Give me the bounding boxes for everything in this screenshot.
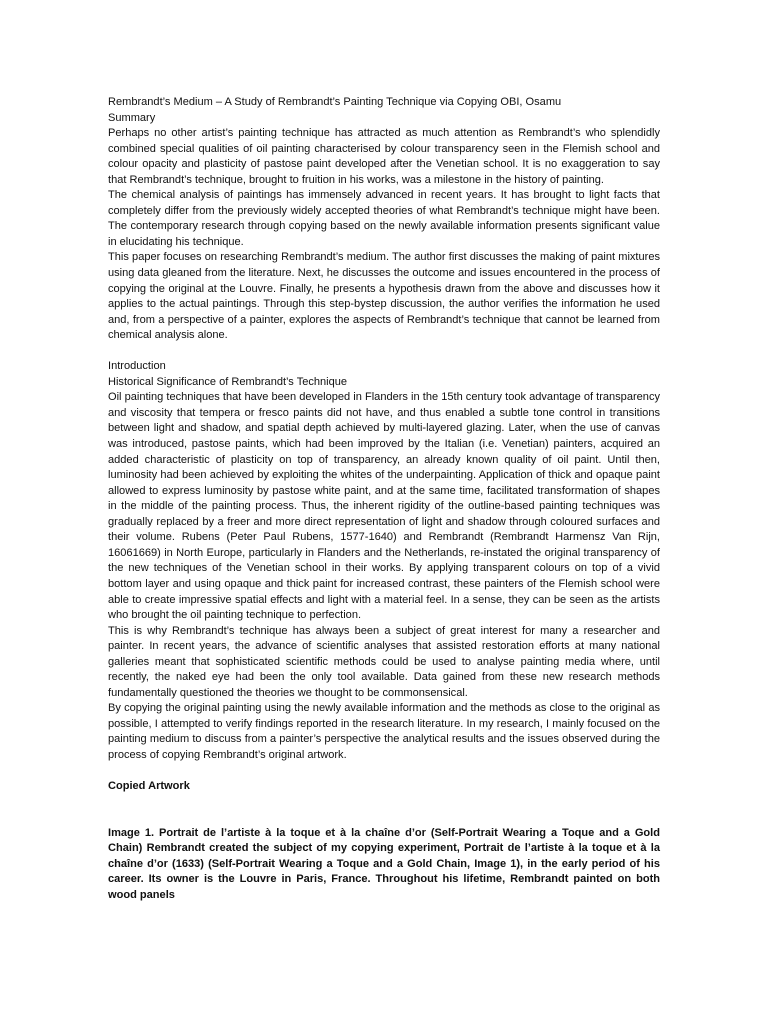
historical-significance-heading: Historical Significance of Rembrandt’s Technique	[108, 375, 348, 388]
summary-paragraph-3: This paper focuses on researching Rembrandt’s medium. The author first discusses the making of paint mixtures using data gleaned from the literature. Next, he discusses the outcome and issues encountered in the process of copying the original at the Louvre. Finally, he presents a hypothesis drawn from the above and discusses how it applies to the actual paintings. Through this step-bystep discussion, the author verifies the information he used and, from a perspective of a painter, explores the aspects of Rembrandt’s technique that cannot be learned from chemical analysis alone.	[108, 251, 660, 342]
document-page	[108, 95, 660, 903]
intro-paragraph-2: This is why Rembrandt’s technique has always been a subject of great interest for many a researcher and painter. In recent years, the advance of scientific analyses that assisted restoration efforts at many national galleries meant that sophisticated scientific methods could be used to analyse painting media where, until recently, the naked eye had been the only tool available. Data gained from these new research methods fundamentally questioned the theories we thought to be commonsensical.	[108, 624, 660, 699]
intro-paragraph-1: Oil painting techniques that have been developed in Flanders in the 15th century took advantage of transparency and viscosity that tempera or fresco paints did not have, and thus enabled a subtle tone control in transitions between light and shadow, and spatial depth achieved by multi-layered glazing. Later, when the use of canvas was introduced, pastose paints, which had been improved by the Italian (i.e. Venetian) painters, acquired an added characteristic of plasticity on top of transparency, an already known quality of oil paint. Until then, luminosity had been achieved by exploiting the whites of the underpainting. Application of thick and opaque paint allowed to express luminosity by pastose white paint, and at the same time, facilitated transformation of shapes in the middle of the painting process. Thus, the inherent rigidity of the outline-based painting techniques was gradually replaced by a freer and more direct representation of light and shadow through coloured surfaces and their volume. Rubens (Peter Paul Rubens, 1577-1640) and Rembrandt (Rembrandt Harmensz Van Rijn, 16061669) in North Europe, particularly in Flanders and the Netherlands, re-instated the original transparency of the new techniques of the Venetian school in their works. By applying transparent colours on top of a vivid bottom layer and using opaque and thick paint for increased contrast, these painters of the Flemish school were able to create impressive spatial effects and light with a material feel. In a sense, they can be seen as the artists who brought the oil painting technique to perfection.	[108, 391, 660, 622]
section-spacer	[108, 344, 660, 360]
section-spacer	[108, 795, 660, 826]
image-caption-paragraph: Image 1. Portrait de l’artiste à la toque et à la chaîne d’or (Self-Portrait Wearing a Toque and a Gold Chain) Rembrandt created the subject of my copying experiment, Portrait de l’artiste à la toque et à la chaîne d’or (1633) (Self-Portrait Wearing a Toque and a Gold Chain, Image 1), in the early period of his career. Its owner is the Louvre in Paris, France. Throughout his lifetime, Rembrandt painted on both wood panels	[108, 826, 660, 901]
copied-artwork-heading: Copied Artwork	[108, 780, 190, 793]
document-title: Rembrandt’s Medium – A Study of Rembrandt’s Painting Technique via Copying OBI, Osamu	[108, 96, 562, 108]
introduction-heading: Introduction	[108, 360, 166, 373]
summary-paragraph-1: Perhaps no other artist’s painting technique has attracted as much attention as Rembrandt’s who splendidly combined special qualities of oil painting characterised by colour transparency seen in the Flemish school and colour opacity and plasticity of pastose paint developed after the Venetian school. It is no exaggeration to say that Rembrandt’s technique, brought to fruition in his works, was a milestone in the history of painting.	[108, 127, 660, 186]
section-spacer	[108, 764, 660, 780]
summary-paragraph-2: The chemical analysis of paintings has immensely advanced in recent years. It has brought to light facts that completely differ from the previously widely accepted theories of what Rembrandt’s technique might have been. The contemporary research through copying based on the newly available information presents significant value in elucidating his technique.	[108, 189, 660, 248]
summary-heading: Summary	[108, 111, 156, 124]
intro-paragraph-3: By copying the original painting using the newly available information and the methods as close to the original as possible, I attempted to verify findings reported in the research literature. In my research, I mainly focused on the painting medium to discuss from a painter’s perspective the analytical results and the issues observed during the process of copying Rembrandt’s original artwork.	[108, 702, 660, 761]
